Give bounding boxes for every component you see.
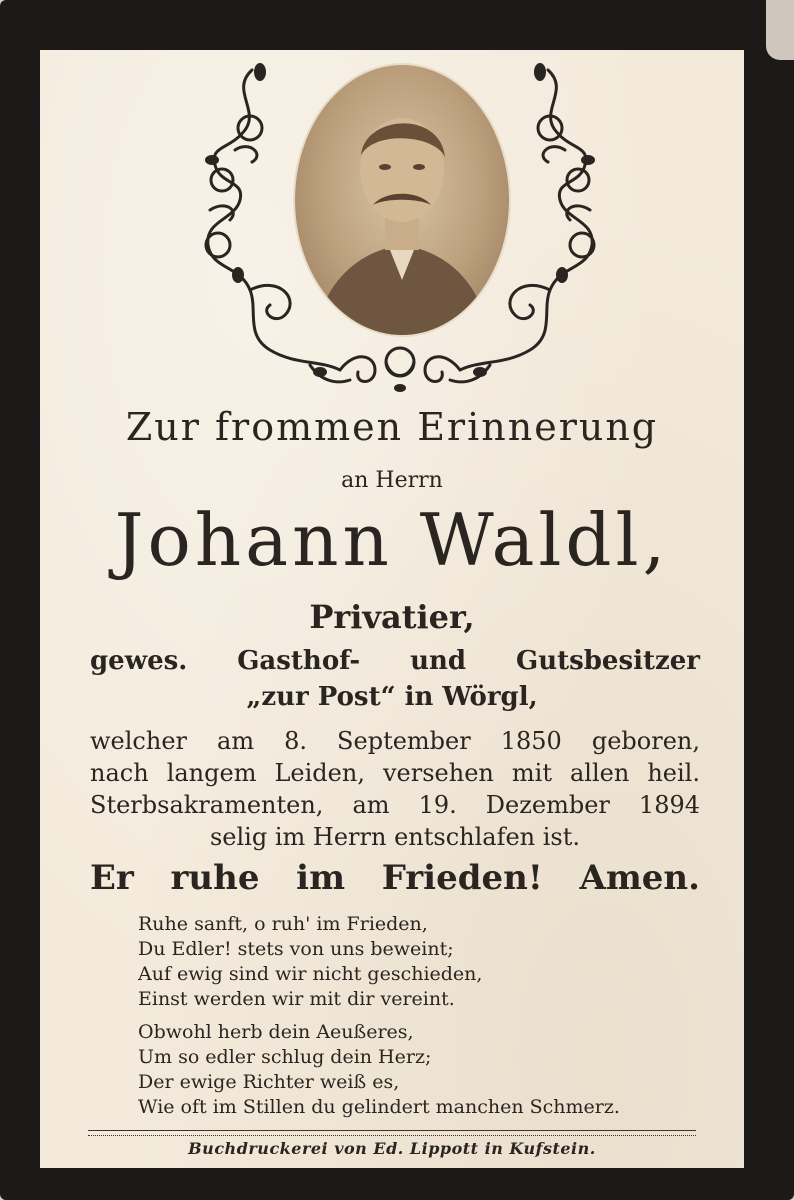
occupation-line-1: gewes. Gasthof- und Gutsbesitzer <box>90 646 700 676</box>
deceased-name: Johann Waldl, <box>114 498 670 582</box>
divider-rule <box>88 1130 696 1136</box>
card-paper <box>40 50 744 1168</box>
memorial-heading: Zur frommen Erinnerung <box>125 405 659 449</box>
deceased-title: Privatier, <box>309 598 475 636</box>
poem-line: Obwohl herb dein Aeußeres, <box>138 1021 414 1043</box>
poem-line: Um so edler schlug dein Herz; <box>138 1046 432 1068</box>
torn-corner <box>766 0 794 60</box>
poem-line: Wie oft im Stillen du gelindert manchen Schmerz. <box>138 1096 620 1118</box>
rest-in-peace-line: Er ruhe im Frieden! Amen. <box>90 858 700 898</box>
biography-line-2: nach langem Leiden, versehen mit allen heil. <box>90 759 700 787</box>
poem-stanza-2 <box>138 1020 698 1120</box>
portrait-photo <box>295 65 509 335</box>
poem-line: Der ewige Richter weiß es, <box>138 1071 400 1093</box>
biography-line-3: Sterbsakramenten, am 19. Dezember 1894 <box>90 791 700 819</box>
poem-stanza-1 <box>138 912 698 1012</box>
poem-line: Auf ewig sind wir nicht geschieden, <box>138 963 483 985</box>
biography-line-1: welcher am 8. September 1850 geboren, <box>90 727 700 755</box>
poem-line: Ruhe sanft, o ruh' im Frieden, <box>138 913 428 935</box>
dedication-text: an Herrn <box>341 468 443 493</box>
biography-text <box>90 725 700 853</box>
printer-imprint: Buchdruckerei von Ed. Lippott in Kufstein. <box>188 1139 596 1158</box>
portrait-figure <box>295 65 509 335</box>
occupation-line-2: „zur Post“ in Wörgl, <box>246 682 538 712</box>
poem-line: Einst werden wir mit dir vereint. <box>138 988 455 1010</box>
biography-line-4: selig im Herrn entschlafen ist. <box>209 823 581 851</box>
poem-line: Du Edler! stets von uns beweint; <box>138 938 454 960</box>
